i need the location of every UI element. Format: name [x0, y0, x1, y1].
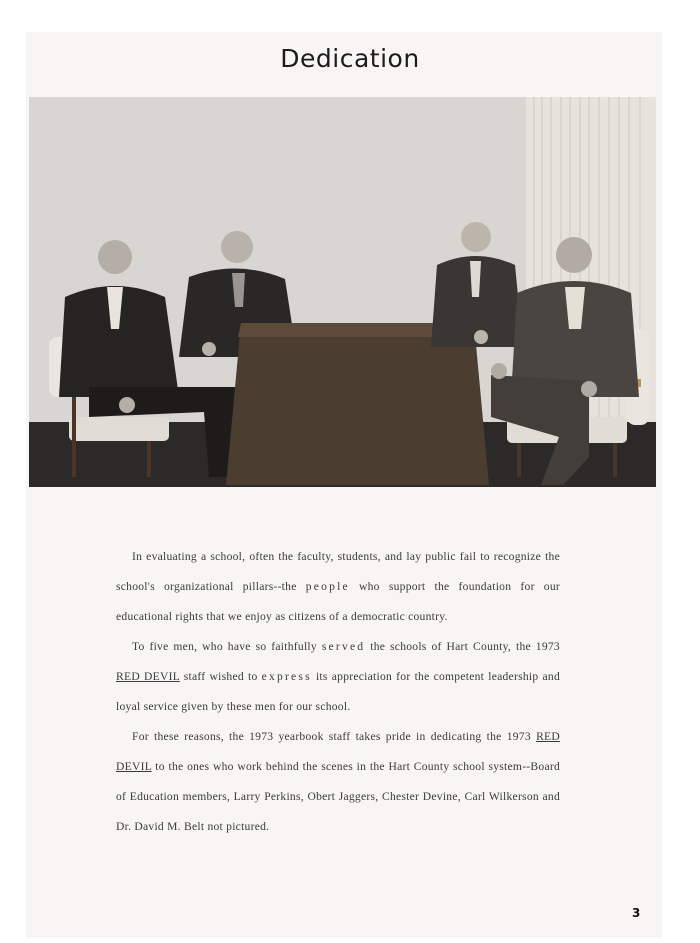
- p3-start-text: For these reasons, the 1973 yearbook staff takes pride in dedicating the 1973: [132, 730, 531, 743]
- p2-yearbook-title: RED DEVIL: [116, 670, 180, 683]
- p1-text: In evaluating a school, often the faculty, students, and lay public fail to recognize the school's organizational pillars--the: [116, 550, 560, 593]
- p3-end-text: to the ones who work behind the scenes in the Hart County school system--Board of Education members, Larry Perkins, Obert Jaggers, Chester Devine, Carl Wilkerson and Dr. David M. Belt not pictured.: [116, 760, 560, 833]
- dedication-text: [116, 542, 560, 842]
- page-number: 3: [632, 906, 641, 920]
- p1-spaced-word: people: [305, 580, 350, 593]
- paragraph-1: [116, 542, 560, 632]
- p2-spaced-word-2: express: [261, 670, 312, 683]
- p2-mid2-text: staff wished to: [183, 670, 258, 683]
- p2-end-text: its appreciation for the competent leadership and loyal service given by these men for our school.: [116, 670, 561, 713]
- p3-yearbook-title: RED DEVIL: [116, 730, 560, 773]
- paragraph-3: [116, 722, 560, 842]
- p1-end-text: who support the foundation for our educational rights that we enjoy as citizens of a democratic country.: [116, 580, 561, 623]
- p2-mid-text: the schools of Hart County, the 1973: [370, 640, 560, 653]
- paragraph-2: [116, 632, 560, 722]
- photo-illustration: [29, 97, 656, 487]
- dedication-group-photo: [29, 97, 656, 487]
- page-title: Dedication: [280, 44, 420, 73]
- p2-spaced-word-1: served: [321, 640, 366, 653]
- p2-start-text: To five men, who have so faithfully: [132, 640, 317, 653]
